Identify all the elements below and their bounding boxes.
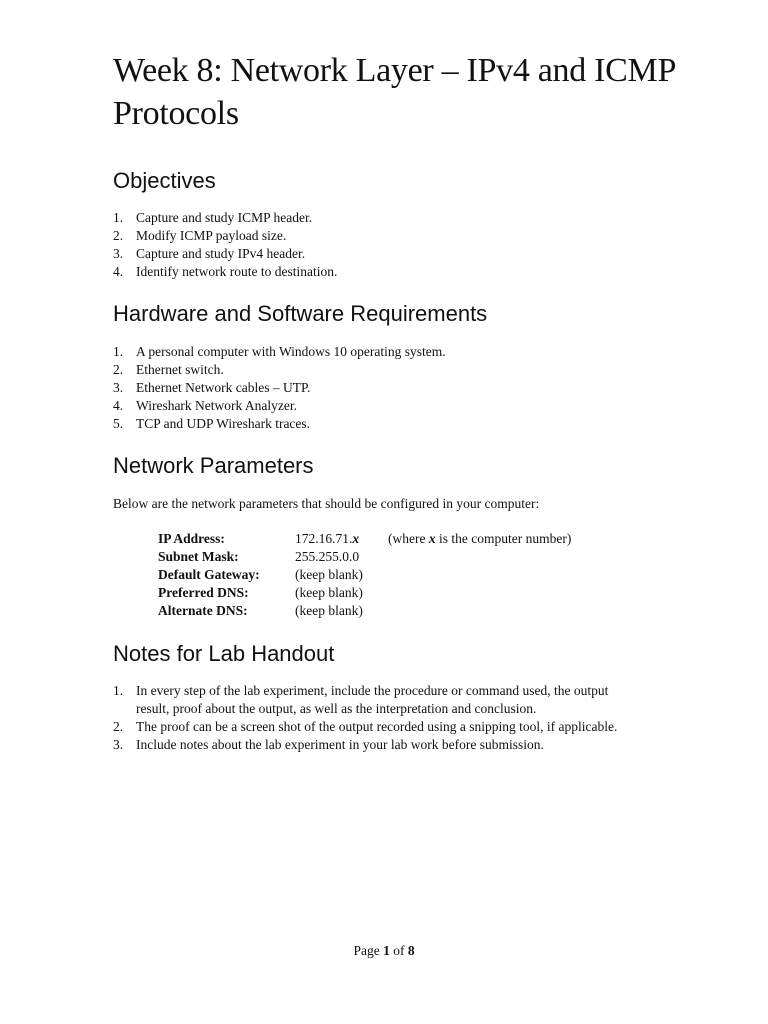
list-item [113, 379, 673, 397]
list-text: Include notes about the lab experiment in your lab work before submission. [136, 737, 544, 752]
notes-heading: Notes for Lab Handout [113, 641, 335, 666]
objectives-heading: Objectives [113, 168, 216, 193]
param-value: (keep blank) [295, 585, 363, 600]
list-number: 3. [113, 737, 124, 752]
list-number: 3. [113, 380, 124, 395]
param-value: 255.255.0.0 [295, 549, 360, 564]
list-number: 4. [113, 398, 124, 413]
list-item [113, 227, 673, 245]
param-note-pre: (where [388, 531, 429, 546]
page-of-word: of [393, 943, 405, 958]
list-text: Identify network route to destination. [136, 264, 338, 279]
list-number: 5. [113, 416, 124, 431]
list-number: 2. [113, 228, 124, 243]
list-number: 1. [113, 210, 124, 225]
list-item [113, 361, 673, 379]
list-text: Wireshark Network Analyzer. [136, 398, 298, 413]
list-item [113, 415, 673, 433]
param-note [388, 530, 571, 548]
param-note-post: is the computer number) [435, 531, 572, 546]
list-item [113, 736, 633, 754]
list-item [113, 718, 633, 736]
list-text: Modify ICMP payload size. [136, 228, 287, 243]
list-text: Ethernet Network cables – UTP. [136, 380, 311, 395]
list-item [113, 263, 673, 281]
param-note-variable: x [428, 531, 436, 546]
list-item [113, 397, 673, 415]
list-number: 1. [113, 683, 124, 698]
requirements-list [113, 343, 673, 433]
list-text: The proof can be a screen shot of the output recorded using a snipping tool, if applicable. [136, 719, 618, 734]
list-item [113, 343, 673, 361]
list-item [113, 209, 673, 227]
list-text: Capture and study ICMP header. [136, 210, 313, 225]
param-value [295, 530, 359, 548]
list-number: 2. [113, 719, 124, 734]
list-number: 1. [113, 344, 124, 359]
list-text: In every step of the lab experiment, include the procedure or command used, the output result, proof about the output, as well as the interpretation and conclusion. [136, 683, 609, 716]
param-label: Default Gateway: [158, 567, 260, 582]
param-label: Subnet Mask: [158, 549, 239, 564]
notes-list [113, 682, 633, 754]
page-word: Page [353, 943, 380, 958]
param-label: Preferred DNS: [158, 585, 249, 600]
list-text: Ethernet switch. [136, 362, 224, 377]
list-text: Capture and study IPv4 header. [136, 246, 306, 261]
param-value: (keep blank) [295, 603, 363, 618]
list-item [113, 245, 673, 263]
requirements-heading: Hardware and Software Requirements [113, 301, 488, 326]
document-title: Week 8: Network Layer – IPv4 and ICMP Protocols [113, 52, 675, 132]
param-value: (keep blank) [295, 567, 363, 582]
list-number: 3. [113, 246, 124, 261]
param-label: IP Address: [158, 531, 225, 546]
list-text: A personal computer with Windows 10 operating system. [136, 344, 446, 359]
objectives-list [113, 209, 673, 281]
param-value-text: 172.16.71. [295, 531, 353, 546]
page-total: 8 [407, 943, 415, 958]
network-heading: Network Parameters [113, 453, 314, 478]
page-footer [0, 942, 768, 960]
network-intro: Below are the network parameters that should be configured in your computer: [113, 496, 540, 511]
param-label: Alternate DNS: [158, 603, 248, 618]
list-number: 2. [113, 362, 124, 377]
list-item [113, 682, 633, 718]
list-text: TCP and UDP Wireshark traces. [136, 416, 311, 431]
list-number: 4. [113, 264, 124, 279]
page-current: 1 [383, 943, 390, 958]
param-value-variable: x [352, 531, 360, 546]
